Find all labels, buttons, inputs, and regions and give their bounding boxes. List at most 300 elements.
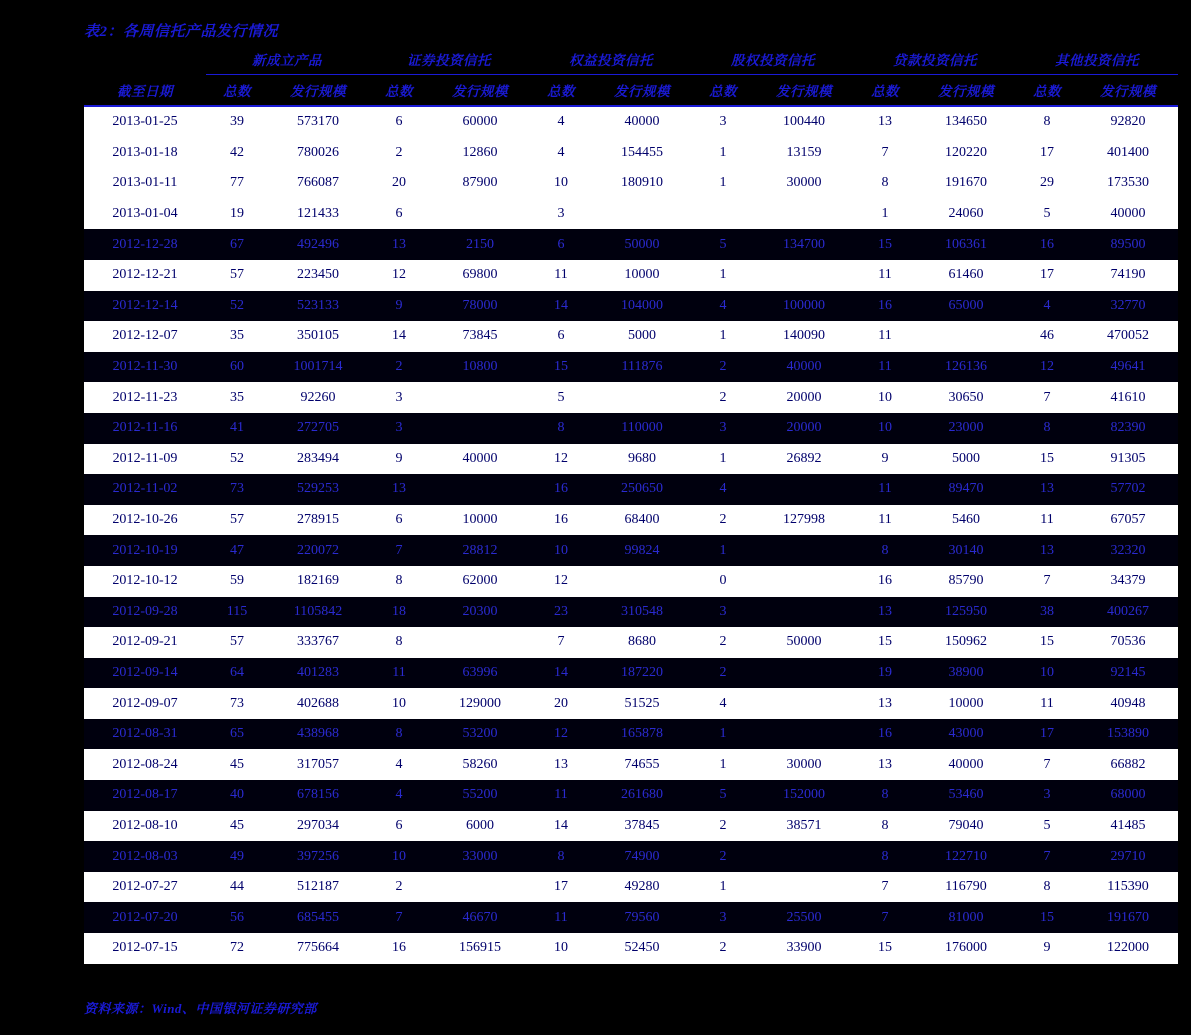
cell-scale: 68400	[592, 505, 692, 536]
cell-date: 2012-12-14	[84, 291, 206, 322]
cell-scale	[754, 260, 854, 291]
cell-scale: 402688	[268, 688, 368, 719]
cell-scale: 30650	[916, 382, 1016, 413]
cell-count: 7	[530, 627, 592, 658]
cell-count: 10	[530, 168, 592, 199]
cell-count: 10	[368, 841, 430, 872]
cell-count: 13	[530, 749, 592, 780]
col-header-count-1: 总数	[206, 75, 268, 107]
cell-scale: 278915	[268, 505, 368, 536]
cell-scale: 20300	[430, 597, 530, 628]
cell-date: 2012-10-19	[84, 535, 206, 566]
cell-count: 11	[854, 321, 916, 352]
cell-scale: 46670	[430, 902, 530, 933]
cell-scale: 111876	[592, 352, 692, 383]
cell-count: 14	[530, 658, 592, 689]
cell-scale	[754, 474, 854, 505]
cell-date: 2012-09-14	[84, 658, 206, 689]
cell-date: 2012-11-09	[84, 444, 206, 475]
cell-count: 8	[854, 780, 916, 811]
cell-scale: 23000	[916, 413, 1016, 444]
cell-scale: 66882	[1078, 749, 1178, 780]
cell-scale: 32770	[1078, 291, 1178, 322]
cell-date: 2012-08-03	[84, 841, 206, 872]
cell-count: 11	[854, 352, 916, 383]
cell-scale: 52450	[592, 933, 692, 964]
group-header-other: 其他投资信托	[1016, 44, 1178, 75]
cell-scale: 122710	[916, 841, 1016, 872]
cell-count: 10	[530, 933, 592, 964]
cell-scale: 173530	[1078, 168, 1178, 199]
table-row	[84, 260, 1178, 291]
cell-scale: 74900	[592, 841, 692, 872]
cell-scale	[754, 535, 854, 566]
cell-count: 11	[530, 902, 592, 933]
cell-scale: 5460	[916, 505, 1016, 536]
cell-scale: 92260	[268, 382, 368, 413]
cell-count: 56	[206, 902, 268, 933]
table-row	[84, 749, 1178, 780]
cell-scale: 74655	[592, 749, 692, 780]
cell-count: 16	[530, 474, 592, 505]
cell-date: 2012-10-12	[84, 566, 206, 597]
cell-count: 41	[206, 413, 268, 444]
cell-count: 16	[854, 566, 916, 597]
cell-scale: 40948	[1078, 688, 1178, 719]
cell-scale: 91305	[1078, 444, 1178, 475]
cell-count: 38	[1016, 597, 1078, 628]
cell-count: 8	[854, 811, 916, 842]
cell-count: 13	[854, 688, 916, 719]
cell-scale: 43000	[916, 719, 1016, 750]
cell-count: 12	[1016, 352, 1078, 383]
cell-count: 2	[368, 352, 430, 383]
cell-scale	[754, 658, 854, 689]
cell-count: 73	[206, 688, 268, 719]
col-header-count-6: 总数	[1016, 75, 1078, 107]
table-row	[84, 627, 1178, 658]
cell-count: 19	[854, 658, 916, 689]
cell-scale: 317057	[268, 749, 368, 780]
cell-scale	[592, 199, 692, 230]
cell-date: 2012-09-28	[84, 597, 206, 628]
cell-scale: 261680	[592, 780, 692, 811]
cell-scale: 9680	[592, 444, 692, 475]
cell-scale: 10000	[592, 260, 692, 291]
cell-scale: 10000	[916, 688, 1016, 719]
cell-count: 8	[1016, 872, 1078, 903]
cell-count: 19	[206, 199, 268, 230]
cell-scale: 34379	[1078, 566, 1178, 597]
cell-scale: 28812	[430, 535, 530, 566]
page-title: 表2：各周信托产品发行情况	[84, 24, 279, 40]
cell-scale: 100000	[754, 291, 854, 322]
cell-count: 14	[530, 811, 592, 842]
cell-count: 1	[854, 199, 916, 230]
cell-count: 8	[368, 719, 430, 750]
cell-count: 12	[368, 260, 430, 291]
cell-count: 11	[530, 780, 592, 811]
cell-scale: 191670	[916, 168, 1016, 199]
cell-scale: 58260	[430, 749, 530, 780]
cell-count: 1	[692, 719, 754, 750]
cell-scale: 49280	[592, 872, 692, 903]
group-header-equity-rights: 权益投资信托	[530, 44, 692, 75]
cell-scale: 150962	[916, 627, 1016, 658]
col-header-count-2: 总数	[368, 75, 430, 107]
cell-count: 115	[206, 597, 268, 628]
cell-date: 2012-07-27	[84, 872, 206, 903]
cell-count: 16	[368, 933, 430, 964]
table-row	[84, 291, 1178, 322]
cell-count: 35	[206, 321, 268, 352]
cell-count: 4	[530, 106, 592, 138]
cell-count: 3	[692, 413, 754, 444]
cell-scale: 129000	[430, 688, 530, 719]
cell-count: 6	[368, 811, 430, 842]
table-row	[84, 505, 1178, 536]
cell-scale: 110000	[592, 413, 692, 444]
cell-scale: 20000	[754, 413, 854, 444]
cell-scale: 126136	[916, 352, 1016, 383]
cell-date: 2012-09-07	[84, 688, 206, 719]
cell-count: 7	[1016, 382, 1078, 413]
cell-count: 9	[368, 291, 430, 322]
cell-scale: 122000	[1078, 933, 1178, 964]
cell-count: 15	[1016, 902, 1078, 933]
cell-scale: 79040	[916, 811, 1016, 842]
table-row	[84, 658, 1178, 689]
cell-scale: 89500	[1078, 229, 1178, 260]
cell-count: 8	[1016, 106, 1078, 138]
cell-count: 12	[530, 719, 592, 750]
cell-scale: 350105	[268, 321, 368, 352]
cell-count: 2	[692, 627, 754, 658]
cell-scale: 187220	[592, 658, 692, 689]
cell-date: 2012-12-28	[84, 229, 206, 260]
cell-scale: 53200	[430, 719, 530, 750]
cell-scale: 104000	[592, 291, 692, 322]
cell-count: 13	[854, 749, 916, 780]
cell-scale: 8680	[592, 627, 692, 658]
cell-date: 2012-11-02	[84, 474, 206, 505]
cell-count: 35	[206, 382, 268, 413]
cell-scale: 297034	[268, 811, 368, 842]
cell-count: 2	[692, 841, 754, 872]
cell-scale: 41485	[1078, 811, 1178, 842]
cell-scale: 53460	[916, 780, 1016, 811]
table-row	[84, 597, 1178, 628]
cell-count: 59	[206, 566, 268, 597]
cell-scale: 401400	[1078, 138, 1178, 169]
cell-count: 57	[206, 260, 268, 291]
cell-count: 47	[206, 535, 268, 566]
col-header-scale-1: 发行规模	[268, 75, 368, 107]
cell-count: 1	[692, 168, 754, 199]
cell-scale: 89470	[916, 474, 1016, 505]
table-row	[84, 138, 1178, 169]
cell-scale	[430, 413, 530, 444]
cell-scale: 780026	[268, 138, 368, 169]
table-row	[84, 719, 1178, 750]
cell-scale: 38900	[916, 658, 1016, 689]
cell-count: 3	[368, 382, 430, 413]
cell-count: 5	[1016, 199, 1078, 230]
cell-count: 2	[692, 933, 754, 964]
cell-scale: 153890	[1078, 719, 1178, 750]
cell-count: 46	[1016, 321, 1078, 352]
cell-count: 4	[692, 688, 754, 719]
cell-count: 20	[530, 688, 592, 719]
cell-date: 2012-07-15	[84, 933, 206, 964]
group-header-blank	[84, 44, 206, 75]
table-row	[84, 688, 1178, 719]
cell-scale	[754, 199, 854, 230]
cell-scale: 333767	[268, 627, 368, 658]
cell-scale: 78000	[430, 291, 530, 322]
cell-scale: 81000	[916, 902, 1016, 933]
cell-count: 13	[854, 106, 916, 138]
cell-count: 45	[206, 749, 268, 780]
cell-count: 13	[368, 229, 430, 260]
cell-count: 2	[692, 352, 754, 383]
cell-scale: 182169	[268, 566, 368, 597]
cell-scale	[430, 199, 530, 230]
cell-scale: 92820	[1078, 106, 1178, 138]
group-header-equity: 股权投资信托	[692, 44, 854, 75]
cell-scale: 5000	[592, 321, 692, 352]
cell-count: 23	[530, 597, 592, 628]
cell-count: 11	[854, 474, 916, 505]
cell-count: 1	[692, 138, 754, 169]
cell-count: 9	[368, 444, 430, 475]
cell-scale: 492496	[268, 229, 368, 260]
cell-count: 1	[692, 444, 754, 475]
cell-scale: 125950	[916, 597, 1016, 628]
cell-count: 5	[692, 229, 754, 260]
table-row	[84, 474, 1178, 505]
cell-scale: 156915	[430, 933, 530, 964]
cell-scale: 33900	[754, 933, 854, 964]
table-row	[84, 413, 1178, 444]
cell-count: 10	[854, 413, 916, 444]
table-row	[84, 811, 1178, 842]
cell-scale: 1105842	[268, 597, 368, 628]
table-row	[84, 566, 1178, 597]
cell-count: 6	[530, 321, 592, 352]
cell-count: 15	[530, 352, 592, 383]
cell-scale	[430, 382, 530, 413]
cell-count: 1	[692, 749, 754, 780]
table-sub-header-row	[84, 75, 1178, 107]
cell-scale: 191670	[1078, 902, 1178, 933]
table-row	[84, 106, 1178, 138]
cell-scale: 127998	[754, 505, 854, 536]
cell-scale: 685455	[268, 902, 368, 933]
cell-count: 15	[1016, 444, 1078, 475]
cell-scale: 120220	[916, 138, 1016, 169]
cell-scale: 523133	[268, 291, 368, 322]
cell-count: 1	[692, 260, 754, 291]
cell-scale: 121433	[268, 199, 368, 230]
cell-scale: 573170	[268, 106, 368, 138]
cell-count: 29	[1016, 168, 1078, 199]
cell-scale: 99824	[592, 535, 692, 566]
cell-scale: 79560	[592, 902, 692, 933]
cell-count: 1	[692, 872, 754, 903]
cell-count: 72	[206, 933, 268, 964]
table-row	[84, 902, 1178, 933]
cell-scale	[754, 841, 854, 872]
cell-count: 11	[854, 505, 916, 536]
col-header-count-4: 总数	[692, 75, 754, 107]
cell-date: 2012-11-16	[84, 413, 206, 444]
cell-count: 17	[1016, 719, 1078, 750]
cell-scale: 62000	[430, 566, 530, 597]
col-header-scale-2: 发行规模	[430, 75, 530, 107]
cell-scale: 40000	[592, 106, 692, 138]
cell-count: 2	[368, 872, 430, 903]
group-header-loan: 贷款投资信托	[854, 44, 1016, 75]
cell-scale: 30000	[754, 749, 854, 780]
cell-count: 16	[530, 505, 592, 536]
cell-count: 8	[854, 535, 916, 566]
cell-count: 20	[368, 168, 430, 199]
cell-count: 60	[206, 352, 268, 383]
trust-products-table-container	[84, 44, 1156, 964]
cell-scale: 6000	[430, 811, 530, 842]
table-row	[84, 872, 1178, 903]
source-note: 资料来源：Wind、中国银河证券研究部	[84, 1001, 317, 1016]
cell-scale: 30140	[916, 535, 1016, 566]
table-row	[84, 352, 1178, 383]
cell-scale	[430, 627, 530, 658]
cell-scale: 154455	[592, 138, 692, 169]
cell-count: 10	[1016, 658, 1078, 689]
cell-count: 3	[1016, 780, 1078, 811]
cell-count: 18	[368, 597, 430, 628]
cell-count: 1	[692, 321, 754, 352]
cell-scale: 134650	[916, 106, 1016, 138]
cell-count: 39	[206, 106, 268, 138]
cell-count: 17	[530, 872, 592, 903]
cell-count: 8	[368, 566, 430, 597]
cell-count: 2	[692, 382, 754, 413]
cell-scale: 678156	[268, 780, 368, 811]
cell-scale: 283494	[268, 444, 368, 475]
cell-count: 12	[530, 566, 592, 597]
cell-count: 11	[1016, 505, 1078, 536]
cell-date: 2012-07-20	[84, 902, 206, 933]
cell-date: 2012-10-26	[84, 505, 206, 536]
table-body	[84, 106, 1178, 964]
cell-scale: 176000	[916, 933, 1016, 964]
cell-scale: 20000	[754, 382, 854, 413]
cell-count: 7	[1016, 841, 1078, 872]
cell-count: 3	[692, 902, 754, 933]
table-row	[84, 382, 1178, 413]
cell-count: 8	[854, 168, 916, 199]
cell-count: 77	[206, 168, 268, 199]
cell-count: 7	[1016, 749, 1078, 780]
cell-scale: 57702	[1078, 474, 1178, 505]
cell-scale	[430, 474, 530, 505]
cell-scale: 220072	[268, 535, 368, 566]
cell-scale: 92145	[1078, 658, 1178, 689]
cell-date: 2012-08-10	[84, 811, 206, 842]
cell-date: 2012-08-31	[84, 719, 206, 750]
cell-count: 17	[1016, 260, 1078, 291]
cell-date: 2012-12-07	[84, 321, 206, 352]
cell-count: 4	[692, 291, 754, 322]
cell-scale: 1001714	[268, 352, 368, 383]
cell-date: 2012-08-17	[84, 780, 206, 811]
cell-count: 3	[530, 199, 592, 230]
cell-date: 2012-12-21	[84, 260, 206, 291]
cell-scale: 512187	[268, 872, 368, 903]
cell-count: 49	[206, 841, 268, 872]
cell-count: 9	[1016, 933, 1078, 964]
cell-count: 65	[206, 719, 268, 750]
table-row	[84, 535, 1178, 566]
cell-scale	[592, 382, 692, 413]
cell-scale: 51525	[592, 688, 692, 719]
cell-count: 6	[368, 106, 430, 138]
cell-count: 0	[692, 566, 754, 597]
cell-count: 2	[692, 658, 754, 689]
cell-scale: 134700	[754, 229, 854, 260]
cell-count: 52	[206, 291, 268, 322]
cell-scale: 25500	[754, 902, 854, 933]
cell-scale: 61460	[916, 260, 1016, 291]
cell-scale: 438968	[268, 719, 368, 750]
cell-scale: 65000	[916, 291, 1016, 322]
cell-count: 8	[854, 841, 916, 872]
cell-count: 11	[854, 260, 916, 291]
table-row	[84, 229, 1178, 260]
cell-scale: 87900	[430, 168, 530, 199]
cell-count: 16	[1016, 229, 1078, 260]
cell-count: 57	[206, 505, 268, 536]
cell-scale: 40000	[916, 749, 1016, 780]
trust-products-table	[84, 44, 1178, 964]
cell-scale	[592, 566, 692, 597]
cell-count: 11	[1016, 688, 1078, 719]
cell-count: 2	[692, 505, 754, 536]
cell-scale: 10800	[430, 352, 530, 383]
cell-count: 13	[1016, 474, 1078, 505]
cell-scale: 310548	[592, 597, 692, 628]
cell-scale: 69800	[430, 260, 530, 291]
cell-count: 7	[368, 902, 430, 933]
cell-scale: 26892	[754, 444, 854, 475]
cell-scale: 13159	[754, 138, 854, 169]
col-header-count-5: 总数	[854, 75, 916, 107]
cell-count: 7	[854, 138, 916, 169]
cell-count: 15	[1016, 627, 1078, 658]
cell-scale: 223450	[268, 260, 368, 291]
cell-count: 8	[368, 627, 430, 658]
cell-scale: 33000	[430, 841, 530, 872]
cell-date: 2012-11-23	[84, 382, 206, 413]
cell-count: 13	[854, 597, 916, 628]
cell-scale: 37845	[592, 811, 692, 842]
cell-count: 4	[368, 749, 430, 780]
cell-scale: 165878	[592, 719, 692, 750]
cell-scale: 40000	[754, 352, 854, 383]
cell-count: 6	[368, 505, 430, 536]
cell-scale: 67057	[1078, 505, 1178, 536]
